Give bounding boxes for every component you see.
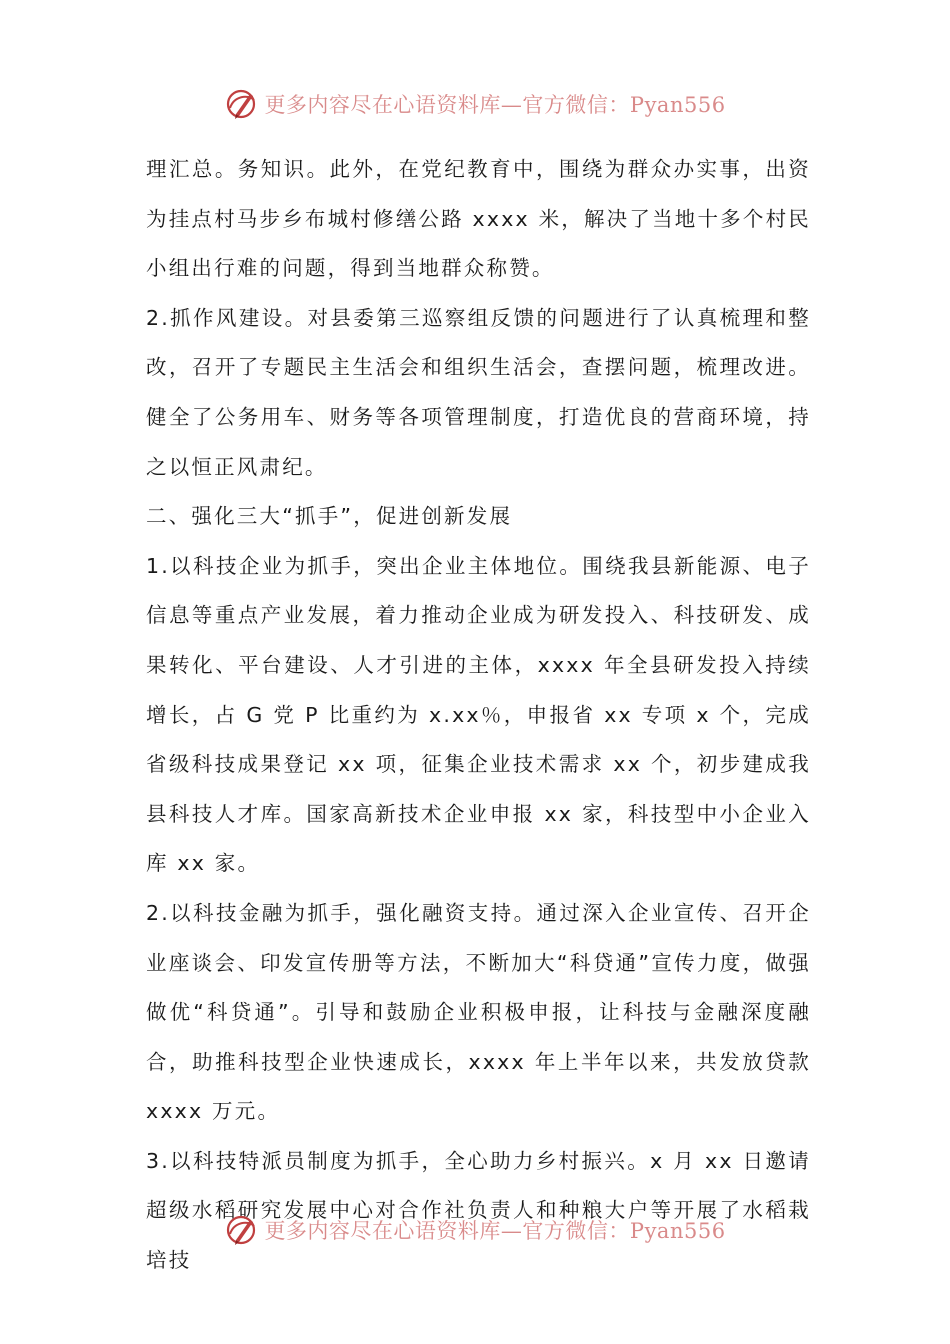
section-heading: 二、强化三大“抓手”，促进创新发展 [146,504,513,529]
watermark-text: 更多内容尽在心语资料库—官方微信：Pyan556 [264,1219,726,1243]
paragraph-tech-commissioner: 3.以科技特派员制度为抓手，全心助力乡村振兴。x 月 xx 日邀请超级水稻研究发展中心对合作社负责人和种粮大户等开展了水稻栽培技 [146,1148,811,1273]
paragraph-continued: 理汇总。务知识。此外，在党纪教育中，围绕为群众办实事，出资为挂点村马步乡布城村修缮公路 xxxx 米，解决了当地十多个村民小组出行难的问题，得到当地群众称赞。 [146,157,811,281]
document-body [146,145,811,1286]
pen-swirl-logo-icon [224,1212,260,1248]
header-watermark-banner [0,84,950,124]
pen-swirl-logo-icon [224,86,260,122]
footer-watermark-banner [0,1210,950,1250]
paragraph-tech-enterprise: 1.以科技企业为抓手，突出企业主体地位。围绕我县新能源、电子信息等重点产业发展，着力推动企业成为研发投入、科技研发、成果转化、平台建设、人才引进的主体，xxxx 年全县研发投入持续增长，占 G 党 P 比重约为 x.xx％，申报省 xx 专项 x 个，完成省级科技成果登记 xx 项，征集企业技术需求 xx 个，初步建成我县科技人才库。国家高新技术企业申报 xx 家，科技型中小企业入库 xx 家。 [146,553,811,876]
paragraph-tech-finance: 2.以科技金融为抓手，强化融资支持。通过深入企业宣传、召开企业座谈会、印发宣传册等方法，不断加大“科贷通”宣传力度，做强做优“科贷通”。引导和鼓励企业积极申报，让科技与金融深度融合，助推科技型企业快速成长，xxxx 年上半年以来，共发放贷款 xxxx 万元。 [146,900,811,1124]
paragraph-style-building: 2.抓作风建设。对县委第三巡察组反馈的问题进行了认真梳理和整改，召开了专题民主生活会和组织生活会，查摆问题，梳理改进。健全了公务用车、财务等各项管理制度，打造优良的营商环境，持之以恒正风肃纪。 [146,305,811,479]
watermark-text: 更多内容尽在心语资料库—官方微信：Pyan556 [264,93,726,117]
